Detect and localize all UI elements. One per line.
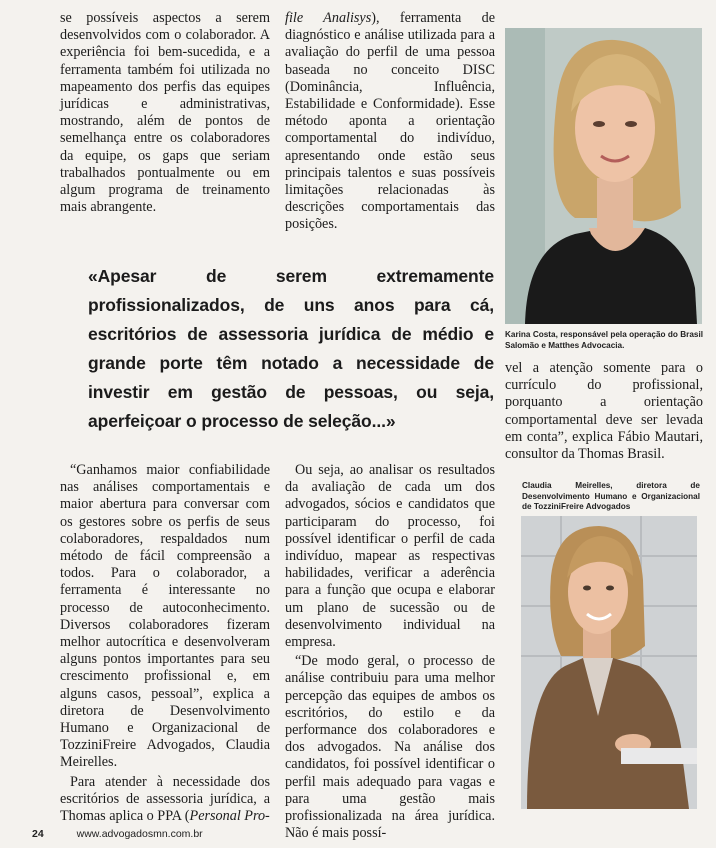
portrait-photo-claudia-meirelles [521,516,697,809]
footer-url: www.advogadosmn.com.br [76,828,203,840]
page-number: 24 [32,828,44,840]
col2-text: ), ferramenta de diagnóstico e análise utilizada para a avaliação do perfil de uma pessoa baseada no conceito DISC (Dominância, Influência, Estabilidade e Conformidade). Esse método aponta a orientação comportamental do indivíduo, apresentando onde estão seus principais talentos e suas possíveis limitações relacionadas às descrições comportamentais das posições. [285,10,495,233]
col5-paragraph: vel a atenção somente para o currículo do profissional, porquanto a orientação comportamental deve ser levada em conta”, explica Fábio Mautari, consultor da Thomas Brasil. [505,360,703,463]
portrait-photo-karina-costa [505,28,702,324]
article-column-4 [285,462,495,842]
col3-p2-italic: Personal Pro- [189,808,270,825]
col1-paragraph: se possíveis aspectos a serem desenvolvidos com o colaborador. A experiência foi bem-sucedida, e a ferramenta também foi utilizada no mapeamento dos perfis das equipes jurídicas e administrativas, mostrando, além de pontos de semelhança entre os colaboradores da equipe, os gaps que seriam trabalhados pontualmente ou em algum programa de treinamento mais abrangente. [60,10,270,216]
col2-italic-lead: file Analisys [285,10,372,26]
pull-quote: «Apesar de serem extremamente profissionalizados, de uns anos para cá, escritórios de assessoria jurídica de médio e grande porte têm notado a necessidade de investir em gestão de pessoas, ou seja, aperfeiçoar o processo de seleção...» [88,266,494,431]
article-column-3 [60,462,270,825]
article-column-1 [60,10,270,216]
portrait-illustration-1 [505,28,702,324]
portrait-illustration-2 [521,516,697,809]
page-footer [32,828,203,840]
col3-paragraph-2 [60,774,270,826]
article-column-2 [285,10,495,234]
photo-caption-2: Claudia Meirelles, diretora de Desenvolvimento Humano e Organizacional de TozziniFreire Advogados [522,481,700,511]
photo-caption-1: Karina Costa, responsável pela operação do Brasil Salomão e Matthes Advocacia. [505,330,703,350]
col3-paragraph-1: “Ganhamos maior confiabilidade nas análises comportamentais e maior abertura para conversar com os gestores sobre os perfis de seus colaboradores, respaldados num método de fácil compreensão a todos. Para o colaborador, a ferramenta é interessante no processo de autoconhecimento. Diversos colaboradores fizeram melhor autocrítica e desenvolveram alguns pontos importantes para seu crescimento profissional e, em alguns casos, pessoal”, explica a diretora de Desenvolvimento Humano e Organizacional de TozziniFreire Advogados, Claudia Meirelles. [60,462,270,771]
col2-paragraph [285,10,495,234]
col4-paragraph-1: Ou seja, ao analisar os resultados da avaliação de cada um dos advogados, sócios e candidatos que participaram do processo, foi possível identificar o perfil de cada indivíduo, mapear as respectivas habilidades, verificar a aderência para a função que ocupa e elaborar um plano de sucessão ou de desenvolvimento individual na empresa. [285,462,495,651]
article-column-5 [505,360,703,463]
col4-paragraph-2: “De modo geral, o processo de análise contribuiu para uma melhor percepção das equipes de ambos os escritórios, do estilo e da performance dos colaboradores e dos advogados. Na análise dos candidatos, foi possível identificar o perfil mais adequado para vagas e para uma gestão mais profissionalizada na área jurídica. Não é mais possí- [285,653,495,842]
col3-p2-text: Para atender à necessidade dos escritórios de assessoria jurídica, a Thomas aplica o PPA ( [60,773,270,825]
